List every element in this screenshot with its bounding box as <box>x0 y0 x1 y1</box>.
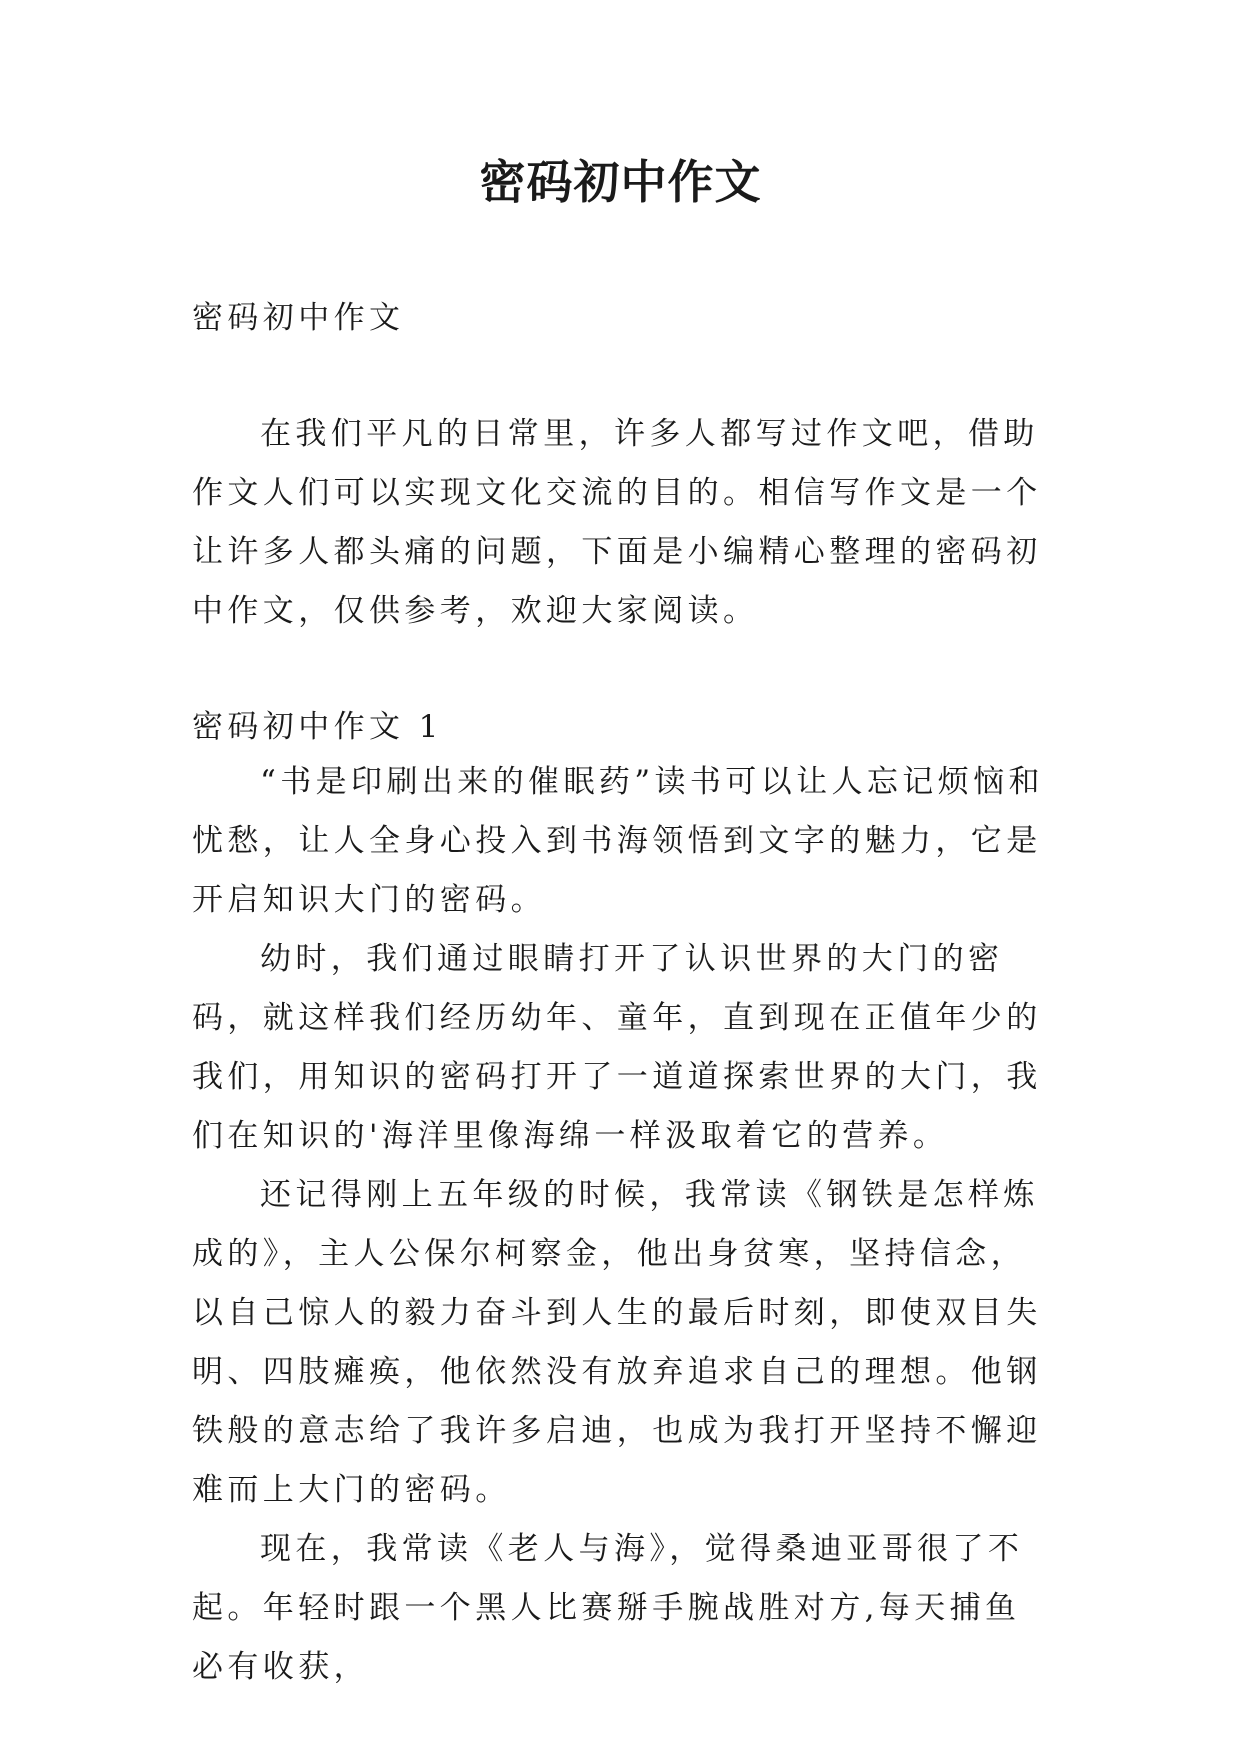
section-heading: 密码初中作文 1 <box>192 709 443 745</box>
essay-body <box>192 753 1052 1697</box>
essay-paragraph-4: 现在，我常读《老人与海》，觉得桑迪亚哥很了不起。年轻时跟一个黑人比赛掰手腕战胜对方,每天捕鱼必有收获， <box>192 1531 1024 1685</box>
essay-paragraph-2: 幼时，我们通过眼睛打开了认识世界的大门的密码，就这样我们经历幼年、童年，直到现在正值年少的我们，用知识的密码打开了一道道探索世界的大门，我们在知识的'海洋里像海绵一样汲取着它的营养。 <box>192 941 1042 1154</box>
intro-paragraph: 在我们平凡的日常里，许多人都写过作文吧，借助作文人们可以实现文化交流的目的。相信写作文是一个让许多人都头痛的问题，下面是小编精心整理的密码初中作文，仅供参考，欢迎大家阅读。 <box>192 416 1042 629</box>
essay-paragraph-1: “书是印刷出来的催眠药”读书可以让人忘记烦恼和忧愁，让人全身心投入到书海领悟到文字的魅力，它是开启知识大门的密码。 <box>192 764 1044 918</box>
document-subtitle: 密码初中作文 <box>192 300 405 336</box>
document-title: 密码初中作文 <box>479 155 762 209</box>
essay-paragraph-3: 还记得刚上五年级的时候，我常读《钢铁是怎样炼成的》，主人公保尔柯察金，他出身贫寒，坚持信念，以自己惊人的毅力奋斗到人生的最后时刻，即使双目失明、四肢瘫痪，他依然没有放弃追求自己的理想。他钢铁般的意志给了我许多启迪，也成为我打开坚持不懈迎难而上大门的密码。 <box>192 1177 1042 1508</box>
